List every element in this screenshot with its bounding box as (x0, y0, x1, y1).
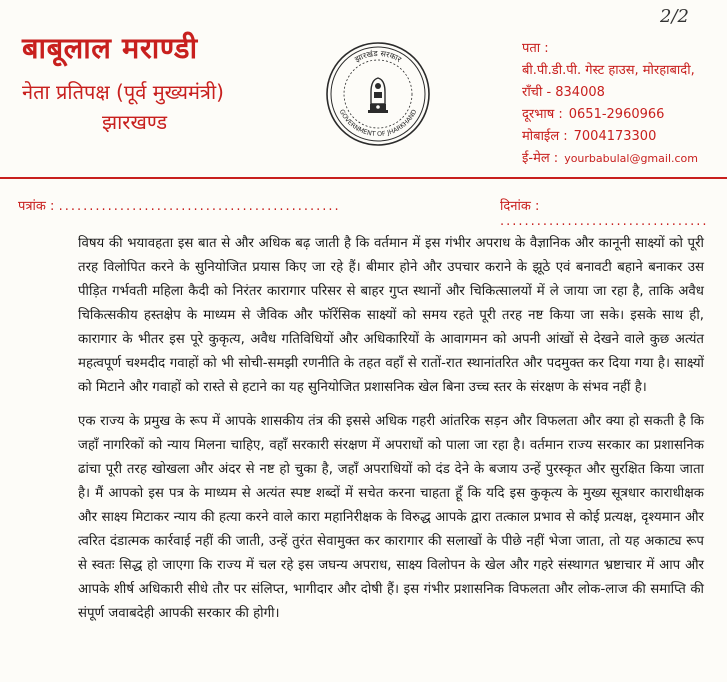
date-dots: .................................. (500, 214, 709, 229)
address-block (522, 38, 722, 170)
address-line2: राँची - 834008 (522, 85, 605, 100)
paragraph-1: विषय की भयावहता इस बात से और अधिक बढ़ जाती है कि वर्तमान में इस गंभीर अपराध के वैज्ञानिक और कानूनी साक्ष्यों को पूरी तरह विलोपित करने के सुनियोजित प्रयास किए जा रहे हैं। बीमार होने और उपचार कराने के झूठे एवं बनावटी बहाने बनाकर उस पीड़ित गर्भवती महिला कैदी को निरंतर कारागार परिसर से बाहर गुप्त स्थानों और चिकित्सालयों में ले जाया जा रहा है, ताकि अवैध चिकित्सकीय हस्तक्षेप के माध्यम से जैविक और फॉरेंसिक साक्ष्यों को समय रहते पूरी तरह नष्ट किया जा सके। इसके साथ ही, कारागार के भीतर इस पूरे कुकृत्य, अवैध गतिविधियों और अधिकारियों के आवागमन को अपनी आंखों से देखने वाले कुछ अत्यंत महत्वपूर्ण चश्मदीद गवाहों को भी सोची-समझी रणनीति के तहत वहाँ से रातों-रात स्थानांतरित और पदमुक्त कर दिया गया है। साक्ष्यों को मिटाने और गवाहों को रास्ते से हटाने का यह सुनियोजित प्रशासनिक खेल बिना उच्च स्तर के संरक्षण के संभव नहीं है। (78, 236, 704, 395)
email-row (522, 148, 722, 170)
phone-label: दूरभाष : (522, 107, 563, 122)
header-divider (0, 177, 727, 179)
phone-row (522, 104, 722, 126)
seal-top-text: झारखंड सरकार (353, 48, 403, 65)
date-label: दिनांक : (500, 199, 540, 214)
reference-dots: .............................................. (58, 199, 341, 214)
government-seal-icon (324, 40, 432, 148)
paragraph-2: एक राज्य के प्रमुख के रूप में आपके शासकीय तंत्र की इससे अधिक गहरी आंतरिक सड़न और विफलता और क्या हो सकती है कि जहाँ नागरिकों को न्याय मिलना चाहिए, वहाँ सरकारी संरक्षण में अपराधों को पाला जा रहा है। वर्तमान राज्य सरकार का प्रशासनिक ढांचा पूरी तरह खोखला और अंदर से नष्ट हो चुका है, जहाँ अपराधियों को दंड देने के बजाय उन्हें पुरस्कृत और सुरक्षित किया जाता है। मैं आपको इस पत्र के माध्यम से अत्यंत स्पष्ट शब्दों में सचेत करना चाहता हूँ कि यदि इस कुकृत्य के मुख्य सूत्रधार काराधीक्षक और साक्ष्य मिटाकर न्याय की हत्या करने वाले कारा महानिरीक्षक के विरुद्ध आपके द्वारा तत्काल प्रभाव से कोई प्रत्यक्ष, दृश्यमान और त्वरित दंडात्मक कार्रवाई नहीं की जाती, उन्हें तुरंत सेवामुक्त कर कारागार की सलाखों के पीछे नहीं भेजा जाता, तो यह अकाट्य रूप से स्वतः सिद्ध हो जाएगा कि राज्य में चल रहे इस जघन्य अपराध, साक्ष्य विलोपन के खेल और गहरे संस्थागत भ्रष्टाचार में आप और आपके शीर्ष अधिकारी सीधे तौर पर संलिप्त, भागीदार और दोषी हैं। इस गंभीर प्रशासनिक विफलता और लोक-लाज की समाप्ति की संपूर्ण जवाबदेही आपकी सरकार की होगी। (78, 414, 704, 621)
sender-name: बाबूलाल मराण्डी (22, 31, 198, 65)
sender-title: नेता प्रतिपक्ष (पूर्व मुख्यमंत्री) (22, 80, 224, 104)
reference-field (18, 196, 341, 214)
svg-text:झारखंड सरकार (353, 49, 403, 65)
reference-label: पत्रांक : (18, 199, 55, 214)
mobile-row (522, 126, 722, 148)
mobile-value: 7004173300 (573, 129, 657, 144)
mobile-label: मोबाईल : (522, 129, 568, 144)
sender-state: झारखण्ड (102, 110, 168, 134)
page-number: 2/2 (660, 6, 689, 27)
date-field (500, 196, 727, 229)
email-label: ई-मेल : (522, 151, 559, 166)
seal-bottom-text: GOVERNMENT OF JHARKHAND (337, 108, 419, 139)
letter-body (78, 232, 704, 636)
address-label: पता : (522, 41, 549, 56)
address-line1: बी.पी.डी.पी. गेस्ट हाउस, मोरहाबादी, (522, 63, 695, 78)
email-value: yourbabulal@gmail.com (564, 152, 698, 165)
national-emblem-icon (368, 78, 388, 113)
phone-value: 0651-2960966 (568, 107, 665, 122)
